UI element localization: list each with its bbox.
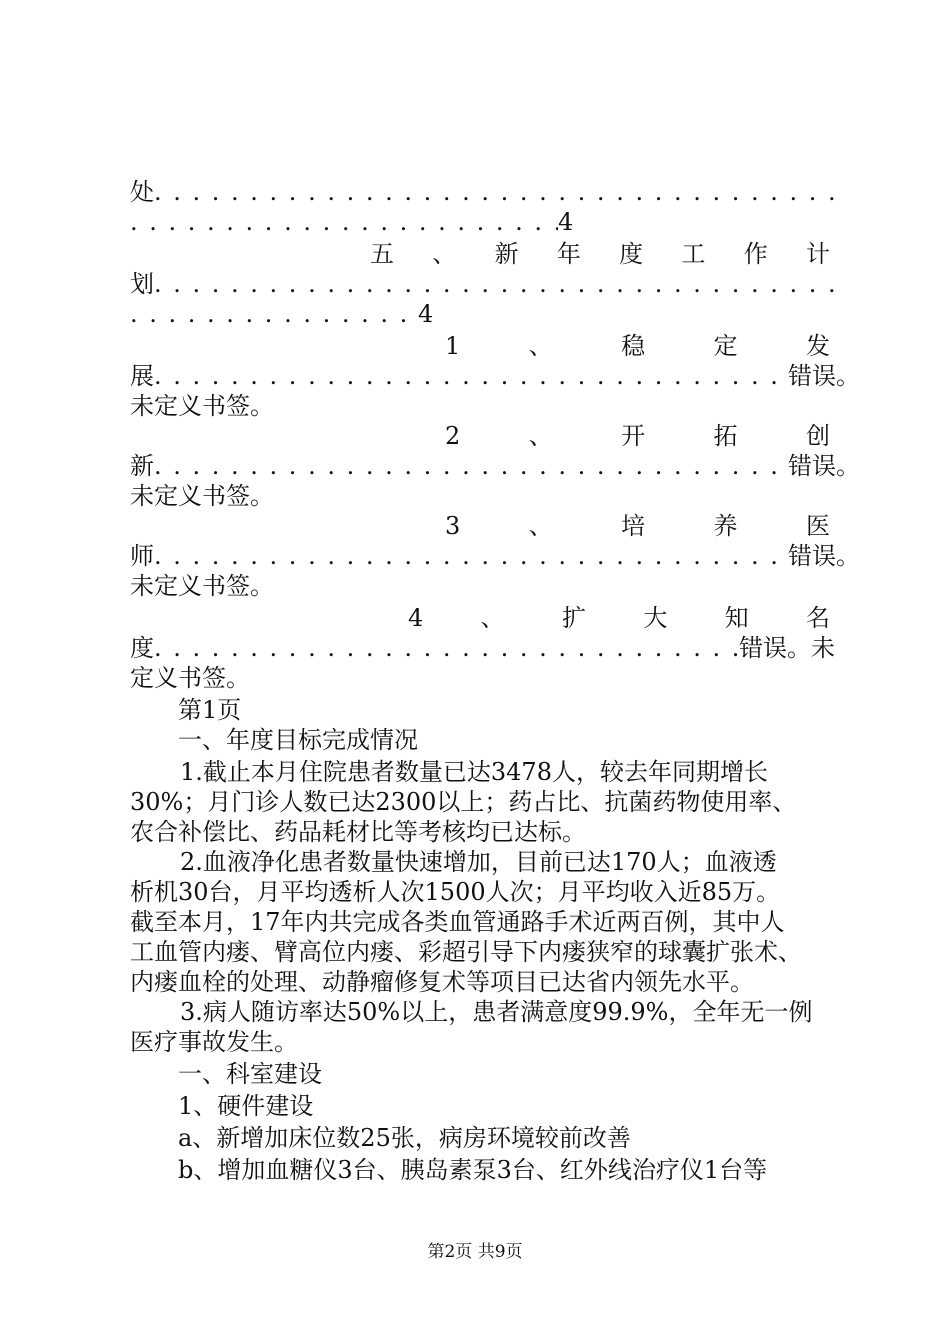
toc-item-1: 1 、 稳 定 发 bbox=[445, 332, 830, 360]
paragraph-1-line-1: 1.截止本月住院患者数量已达3478人，较去年同期增长 bbox=[180, 758, 768, 786]
paragraph-2-line-5: 内瘘血栓的处理、动静瘤修复术等项目已达省内领先水平。 bbox=[130, 968, 754, 996]
toc-leader-dots bbox=[130, 206, 558, 238]
toc-section-5-cont: 划 . . . bbox=[130, 268, 835, 300]
list-item-b: b、增加血糖仪3台、胰岛素泵3台、红外线治疗仪1台等 bbox=[178, 1156, 768, 1184]
toc-leader-dots bbox=[154, 632, 739, 664]
paragraph-1-line-2: 30%；月门诊人数已达2300以上；药占比、抗菌药物使用率、 bbox=[130, 788, 797, 816]
list-item-a: a、新增加床位数25张，病房环境较前改善 bbox=[178, 1124, 631, 1152]
paragraph-3-line-2: 医疗事故发生。 bbox=[130, 1028, 298, 1056]
toc-item-2: 2 、 开 拓 创 bbox=[445, 422, 830, 450]
page-footer: 第2页 共9页 bbox=[427, 1242, 523, 1262]
toc-item-4-cont: 度 . . . 错误。未 bbox=[130, 632, 835, 664]
toc-leader-dots bbox=[154, 268, 835, 300]
paragraph-3-line-1: 3.病人随访率达50%以上，患者满意度99.9%，全年无一例 bbox=[180, 998, 813, 1026]
toc-item-3: 3 、 培 养 医 bbox=[445, 512, 830, 540]
section-heading-1: 一、年度目标完成情况 bbox=[178, 726, 418, 754]
toc-line-chu bbox=[130, 176, 835, 208]
toc-leader-dots bbox=[130, 298, 418, 330]
toc-item-2-cont: 新 . . . 错误。 bbox=[130, 450, 860, 482]
toc-line-chu-cont bbox=[130, 206, 835, 238]
paragraph-2-line-4: 工血管内瘘、臂高位内瘘、彩超引导下内瘘狭窄的球囊扩张术、 bbox=[130, 938, 802, 966]
toc-leader-dots bbox=[154, 360, 788, 392]
paragraph-2-line-3: 截至本月，17年内共完成各类血管通路手术近两百例，其中人 bbox=[130, 908, 785, 936]
subsection-heading-1: 1、硬件建设 bbox=[178, 1092, 314, 1120]
toc-item-4: 4 、 扩 大 知 名 bbox=[408, 604, 830, 632]
toc-section-5: 五 、 新 年 度 工 作 计 bbox=[370, 240, 830, 268]
paragraph-1-line-3: 农合补偿比、药品耗材比等考核均已达标。 bbox=[130, 818, 586, 846]
toc-item-2-tail: 未定义书签。 bbox=[130, 482, 274, 510]
paragraph-2-line-2: 析机30台，月平均透析人次1500人次；月平均收入近85万。 bbox=[130, 878, 781, 906]
toc-page-number: 4 bbox=[558, 208, 574, 236]
toc-item-3-cont: 师 . . . 错误。 bbox=[130, 540, 860, 572]
toc-leader-dots bbox=[154, 176, 835, 208]
toc-leader-dots bbox=[154, 450, 788, 482]
toc-item-1-cont: 展 . . . 错误。 bbox=[130, 360, 860, 392]
toc-section-5-page bbox=[130, 298, 835, 330]
paragraph-2-line-1: 2.血液净化患者数量快速增加，目前已达170人；血液透 bbox=[180, 848, 777, 876]
section-heading-2: 一、科室建设 bbox=[178, 1060, 322, 1088]
toc-item-3-tail: 未定义书签。 bbox=[130, 572, 274, 600]
toc-text: 处 bbox=[130, 178, 154, 206]
toc-page-number: 4 bbox=[418, 300, 434, 328]
toc-leader-dots bbox=[154, 540, 788, 572]
toc-item-4-tail: 定义书签。 bbox=[130, 664, 250, 692]
toc-item-1-tail: 未定义书签。 bbox=[130, 392, 274, 420]
page-mark: 第1页 bbox=[178, 696, 242, 724]
